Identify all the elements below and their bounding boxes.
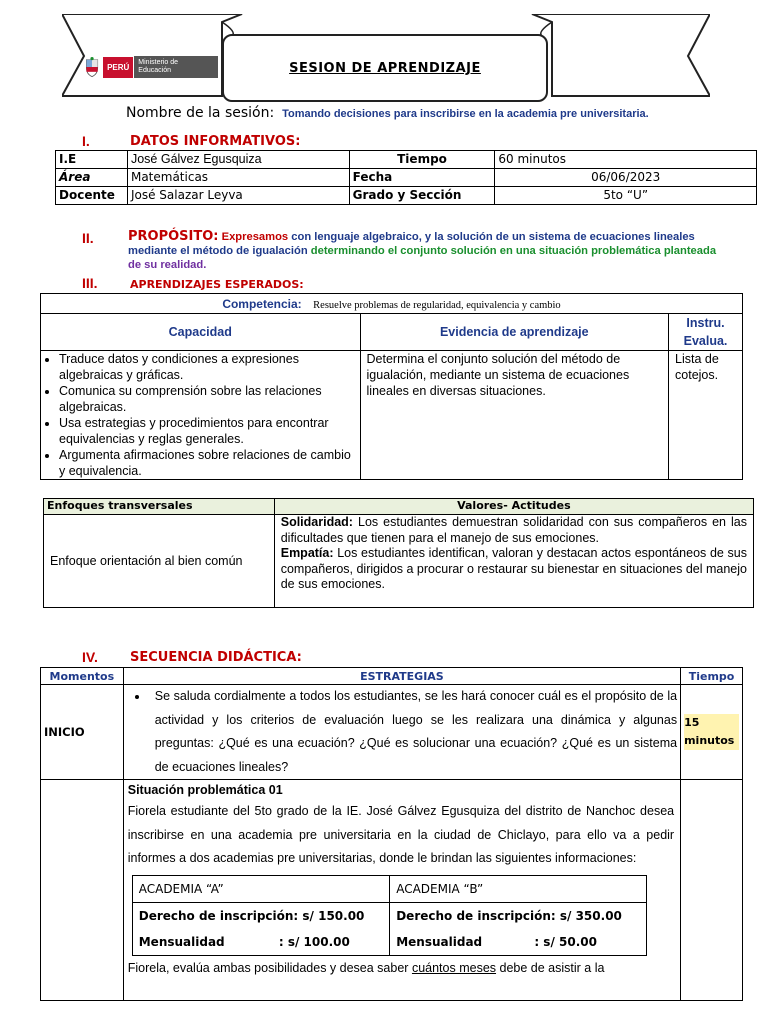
enfoque-cell: Enfoque orientación al bien común: [44, 515, 275, 608]
desarrollo-time-cell: [681, 780, 743, 1001]
competencia-label: Competencia:: [222, 296, 302, 311]
solidaridad-text: [281, 515, 747, 546]
table-row: [41, 780, 743, 1001]
purpose-text: [128, 230, 728, 272]
table-row: [132, 902, 646, 929]
inicio-cell: [123, 685, 680, 780]
aprendizajes-table: [40, 293, 743, 480]
list-item: • Comunica su comprensión sobre las relaciones algebraicas.: [59, 383, 356, 415]
table-row: [44, 515, 754, 608]
section3-title: APRENDIZAJES ESPERADOS:: [130, 278, 304, 291]
fecha-value: 06/06/2023: [495, 169, 757, 187]
inicio-time: 15 minutos: [684, 714, 739, 750]
empatia-text: [281, 546, 747, 593]
academia-b-header: ACADEMIA “B”: [390, 875, 647, 902]
section4-number: IV.: [82, 649, 98, 665]
evidencia-cell: Determina el conjunto solución del método de igualación, mediante un sistema de ecuaciones lineales en diversas situaciones.: [360, 351, 669, 480]
ministry-logo: [84, 52, 218, 82]
area-value: Matemáticas: [127, 169, 349, 187]
section2-title: PROPÓSITO:: [128, 229, 219, 244]
purpose-part4: de su realidad.: [128, 259, 207, 271]
table-row: [56, 169, 757, 187]
academias-table: [132, 875, 647, 956]
table-row: [132, 929, 646, 956]
ie-value: José Gálvez Egusquiza: [127, 151, 349, 169]
docente-value: José Salazar Leyva: [127, 187, 349, 205]
a-mensualidad-label: Mensualidad: [138, 934, 225, 949]
list-item: • Traduce datos y condiciones a expresiones algebraicas y gráficas.: [59, 351, 356, 383]
section3-number: III.: [82, 275, 98, 291]
situacion-cell: [123, 780, 680, 1001]
datos-table: [55, 150, 757, 205]
a-inscripcion: Derecho de inscripción: s/ 150.00: [132, 902, 389, 929]
table-row: [44, 499, 754, 515]
final-text-underlined: cuántos meses: [411, 960, 497, 975]
purpose-part2: con lenguaje algebraico, y la solución de un sistema de ecuaciones lineales mediante el método de igualación: [128, 231, 695, 257]
logo-ministry: Ministerio de Educación: [134, 56, 218, 78]
list-item: • Argumenta afirmaciones sobre relaciones de cambio y equivalencia.: [59, 447, 356, 479]
evidencia-header: Evidencia de aprendizaje: [360, 314, 669, 351]
final-text-1: Fiorela, evalúa ambas posibilidades y desea saber: [127, 960, 409, 975]
inicio-list: [127, 685, 677, 779]
a-mensualidad-value: : s/ 100.00: [278, 934, 350, 949]
final-text: [128, 958, 674, 978]
capacidades-list: [45, 351, 356, 479]
coat-of-arms-icon: [84, 54, 100, 80]
b-mensualidad-value: : s/ 50.00: [534, 934, 597, 949]
grado-value: 5to “U”: [495, 187, 757, 205]
inicio-label: INICIO: [41, 685, 124, 780]
secuencia-table: [40, 667, 743, 1001]
list-item: • Usa estrategias y procedimientos para encontrar equivalencias y reglas generales.: [59, 415, 356, 447]
enfoques-header: Enfoques transversales: [44, 499, 275, 515]
table-row: [41, 685, 743, 780]
competencia-value: Resuelve problemas de regularidad, equivalencia y cambio: [313, 299, 561, 311]
session-name: [126, 104, 649, 121]
table-row: [56, 151, 757, 169]
inicio-time-cell: [681, 685, 743, 780]
section4-title: SECUENCIA DIDÁCTICA:: [130, 650, 302, 665]
logo-country: PERÚ: [103, 57, 133, 78]
table-row: [41, 668, 743, 685]
title-box: [222, 34, 548, 102]
solidaridad-label: Solidaridad:: [280, 515, 353, 529]
instrumento-cell: Lista de cotejos.: [669, 351, 743, 480]
a-mensualidad: [132, 929, 389, 956]
fecha-label: Fecha: [349, 169, 495, 187]
valores-header: Valores- Actitudes: [274, 499, 753, 515]
capacidad-header: Capacidad: [41, 314, 361, 351]
situacion-title: Situación problemática 01: [127, 783, 283, 797]
page-title: SESION DE APRENDIZAJE: [289, 60, 481, 76]
competencia-cell: [41, 294, 743, 314]
instru-header: Instru. Evalua.: [669, 314, 743, 351]
table-row: [41, 314, 743, 351]
session-label: Nombre de la sesión:: [126, 105, 275, 121]
final-text-2: debe de asistir a la: [499, 960, 605, 975]
purpose-part1: Expresamos: [221, 231, 289, 243]
area-label: Área: [56, 169, 128, 187]
enfoques-table: [43, 498, 754, 608]
docente-label: Docente: [56, 187, 128, 205]
b-mensualidad-label: Mensualidad: [396, 934, 483, 949]
table-row: [132, 875, 646, 902]
situacion-text: Fiorela estudiante del 5to grado de la IE. José Gálvez Egusquiza del distrito de Nanchoc desea inscribirse en una academia pre universitaria en la ciudad de Chiclayo, para ello va a pedir informes a dos academias pre universitarias, donde le brindan las siguientes informaciones:: [127, 804, 675, 865]
b-inscripcion: Derecho de inscripción: s/ 350.00: [390, 902, 647, 929]
capacidades-cell: [41, 351, 361, 480]
ie-label: I.E: [56, 151, 128, 169]
empatia-body: Los estudiantes identifican, valoran y destacan actos espontáneos de sus compañeros, dirigidos a procurar o restaurar su bienestar en situaciones del manejo de sus emociones.: [280, 546, 747, 591]
momentos-header: Momentos: [41, 668, 124, 685]
purpose-part3: determinando el conjunto solución en una situación problemática planteada: [310, 245, 717, 257]
table-row: [41, 351, 743, 480]
section2-number: II.: [82, 230, 94, 246]
valores-cell: [274, 515, 753, 608]
section1-number: I.: [82, 133, 90, 149]
empatia-label: Empatía:: [280, 546, 334, 560]
tiempo-label: Tiempo: [349, 151, 495, 169]
list-item: • Se saluda cordialmente a todos los estudiantes, se les hará conocer cuál es el propósito de la actividad y los criterios de evaluación luego se les realizara una dinámica y algunas preguntas: ¿Qué es una ecuación? ¿Qué es solucionar una ecuación? ¿Qué es un sistema de ecuaciones lineales?: [149, 685, 677, 779]
tiempo-header: Tiempo: [681, 668, 743, 685]
estrategias-header: ESTRATEGIAS: [123, 668, 680, 685]
academia-a-header: ACADEMIA “A”: [132, 875, 389, 902]
solidaridad-body: Los estudiantes demuestran solidaridad con sus compañeros en las dificultades que tienen para el manejo de sus emociones.: [280, 515, 747, 545]
table-row: [56, 187, 757, 205]
table-row: [41, 294, 743, 314]
grado-label: Grado y Sección: [349, 187, 495, 205]
section1-title: DATOS INFORMATIVOS:: [130, 134, 301, 149]
tiempo-value: 60 minutos: [495, 151, 757, 169]
desarrollo-label: [41, 780, 124, 1001]
b-mensualidad: [390, 929, 647, 956]
session-value: Tomando decisiones para inscribirse en la academia pre universitaria.: [282, 108, 649, 120]
